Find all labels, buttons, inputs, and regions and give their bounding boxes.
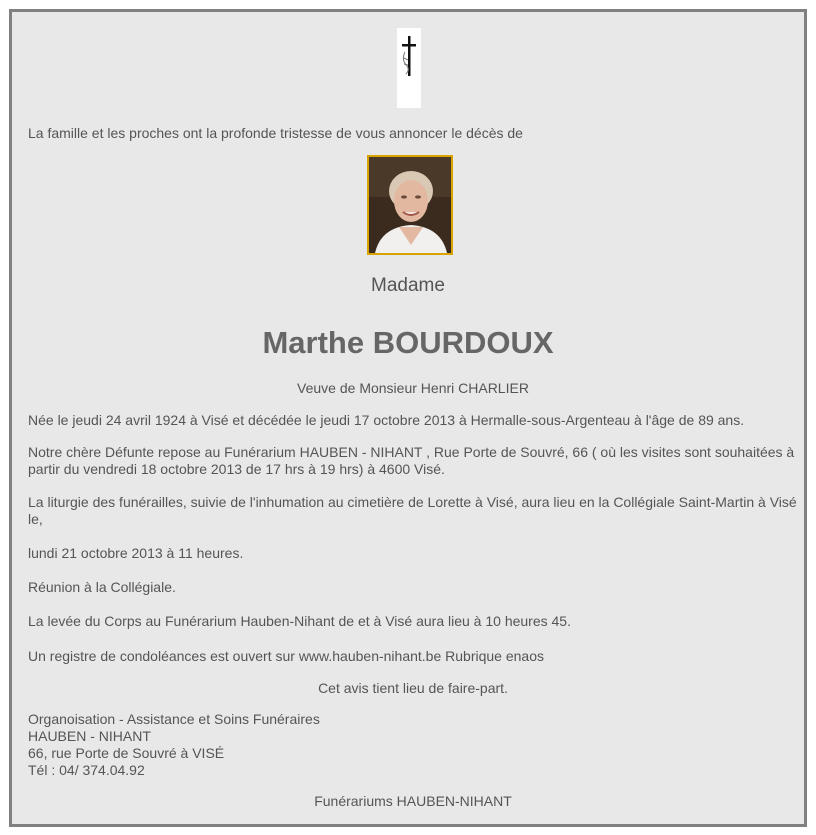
footer-text: Funérariums HAUBEN-NIHANT (314, 793, 512, 809)
organisation-block (28, 711, 798, 779)
levee-text: La levée du Corps au Funérarium Hauben-Nihant de et à Visé aura lieu à 10 heures 45. (28, 613, 571, 629)
registry-text: Un registre de condoléances est ouvert sur www.hauben-nihant.be Rubrique enaos (28, 648, 544, 664)
organisation-phone: Tél : 04/ 374.04.92 (28, 762, 145, 778)
intro-text: La famille et les proches ont la profonde tristesse de vous annoncer le décès de (28, 125, 523, 141)
honorific-title: Madame (371, 275, 445, 296)
portrait-photo (367, 155, 453, 255)
deceased-name: Marthe BOURDOUX (262, 325, 554, 360)
cross-icon (397, 28, 421, 108)
organisation-line-1: Organoisation - Assistance et Soins Funéraires (28, 711, 320, 727)
ceremony-datetime: lundi 21 octobre 2013 à 11 heures. (28, 545, 244, 561)
organisation-line-2: HAUBEN - NIHANT (28, 728, 151, 744)
obituary-card (9, 9, 807, 827)
notice-text: Cet avis tient lieu de faire-part. (318, 680, 508, 696)
birth-death-text: Née le jeudi 24 avril 1924 à Visé et décédée le jeudi 17 octobre 2013 à Hermalle-sous-Argenteau à l'âge de 89 ans. (28, 412, 745, 428)
repose-text: Notre chère Défunte repose au Funérarium HAUBEN - NIHANT , Rue Porte de Souvré, 66 ( où les visites sont souhaitées à partir du vendredi 18 octobre 2013 de 17 hrs à 19 hrs) à 4600 Visé. (28, 444, 795, 477)
liturgy-text: La liturgie des funérailles, suivie de l'inhumation au cimetière de Lorette à Visé, aura lieu en la Collégiale Saint-Martin à Visé le, (28, 494, 797, 527)
organisation-address: 66, rue Porte de Souvré à VISÉ (28, 745, 225, 761)
spouse-line: Veuve de Monsieur Henri CHARLIER (297, 380, 529, 396)
reunion-text: Réunion à la Collégiale. (28, 579, 176, 595)
